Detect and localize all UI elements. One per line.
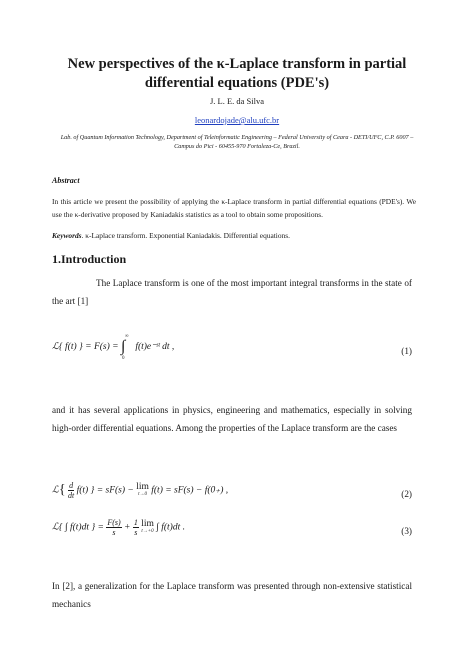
eq3-f2-numerator: 1 <box>133 518 138 527</box>
eq1-upper-limit: ∞ <box>124 334 129 339</box>
keywords-text: . κ-Laplace transform. Exponential Kaniadakis. Differential equations. <box>81 231 290 240</box>
eq2-middle: f(t) } = sF(s) − <box>76 485 137 496</box>
eq2-lim-word: lim <box>136 481 149 492</box>
eq3-fraction-1 <box>106 518 121 537</box>
intro-paragraph-3: In [2], a generalization for the Laplace transform was presented through non-extensive statistical mechanics <box>52 581 412 609</box>
eq3-lim-word: lim <box>141 518 154 529</box>
equation-3 <box>52 518 412 548</box>
keywords-label: Keywords <box>52 231 82 240</box>
eq2-limit <box>136 483 149 499</box>
eq1-lhs: ℒ{ f(t) } = F(s) = <box>52 342 121 353</box>
equation-2 <box>52 481 412 511</box>
eq3-limit <box>141 520 154 536</box>
eq3-lhs: ℒ{ ∫ f(t)dt } = <box>52 522 107 533</box>
eq2-derivative-fraction <box>68 481 74 500</box>
abstract-heading: Abstract <box>52 176 80 185</box>
section-title: 1.Introduction <box>52 252 127 266</box>
eq1-rhs: f(t)e⁻ˢᵗ dt , <box>135 342 175 353</box>
eq2-operator: ℒ <box>52 485 59 496</box>
keywords-line <box>52 231 434 240</box>
affiliation: Lab. of Quantum Information Technology, Department of Teleinformatic Engineering – Federal University of Ceara - DETI/UFC, C.P. 6007 – Campus do Pici - 60455-970 Fortaleza-Ce, Brazil. <box>60 134 414 150</box>
eq1-lower-limit: 0 <box>121 356 125 361</box>
eq3-fraction-2 <box>133 518 139 537</box>
eq3-lim-subscript: t→+0 <box>141 528 154 534</box>
integral-icon: ∫ ∞ 0 <box>120 334 129 361</box>
equation-3-formula <box>52 518 185 537</box>
eq3-f2-denominator: s <box>134 528 138 537</box>
eq2-d-numerator: d <box>69 481 74 490</box>
equation-1-formula <box>52 334 175 361</box>
author-email-link[interactable]: leonardojade@alu.ufc.br <box>194 115 280 125</box>
eq2-lim-subscript: t→0 <box>138 491 147 497</box>
intro-paragraph-1: The Laplace transform is one of the most important integral transforms in the state of the art [1] <box>52 278 412 306</box>
equation-2-formula <box>52 481 228 500</box>
eq3-f1-denominator: s <box>112 528 116 537</box>
equation-1 <box>52 334 412 368</box>
abstract-text: In this article we present the possibility of applying the κ-Laplace transform in partial differential equations (PDE's). We use the κ-derivative proposed by Kaniadakis statistics as a tool to obtain some propositions. <box>52 197 416 219</box>
intro-paragraph-2: and it has several applications in physics, engineering and mathematics, especially in solving high-order differential equations. Among the properties of the Laplace transform are the cases <box>52 405 412 433</box>
eq2-d-denominator: dt <box>67 491 75 500</box>
eq3-f1-numerator: F(s) <box>107 518 121 527</box>
equation-2-number: (2) <box>401 489 412 499</box>
equation-3-number: (3) <box>401 526 412 536</box>
eq3-plus: + <box>124 522 133 533</box>
paper-title: New perspectives of the κ-Laplace transform in partial differential equations (PDE's) <box>67 56 407 91</box>
eq2-tail: f(t) = sF(s) − f(0₊) , <box>151 485 229 496</box>
eq3-tail: ∫ f(t)dt . <box>156 522 185 533</box>
equation-1-number: (1) <box>401 346 412 356</box>
left-brace-icon: { <box>58 482 66 498</box>
author-line: J. L. E. da Silva <box>209 96 265 106</box>
